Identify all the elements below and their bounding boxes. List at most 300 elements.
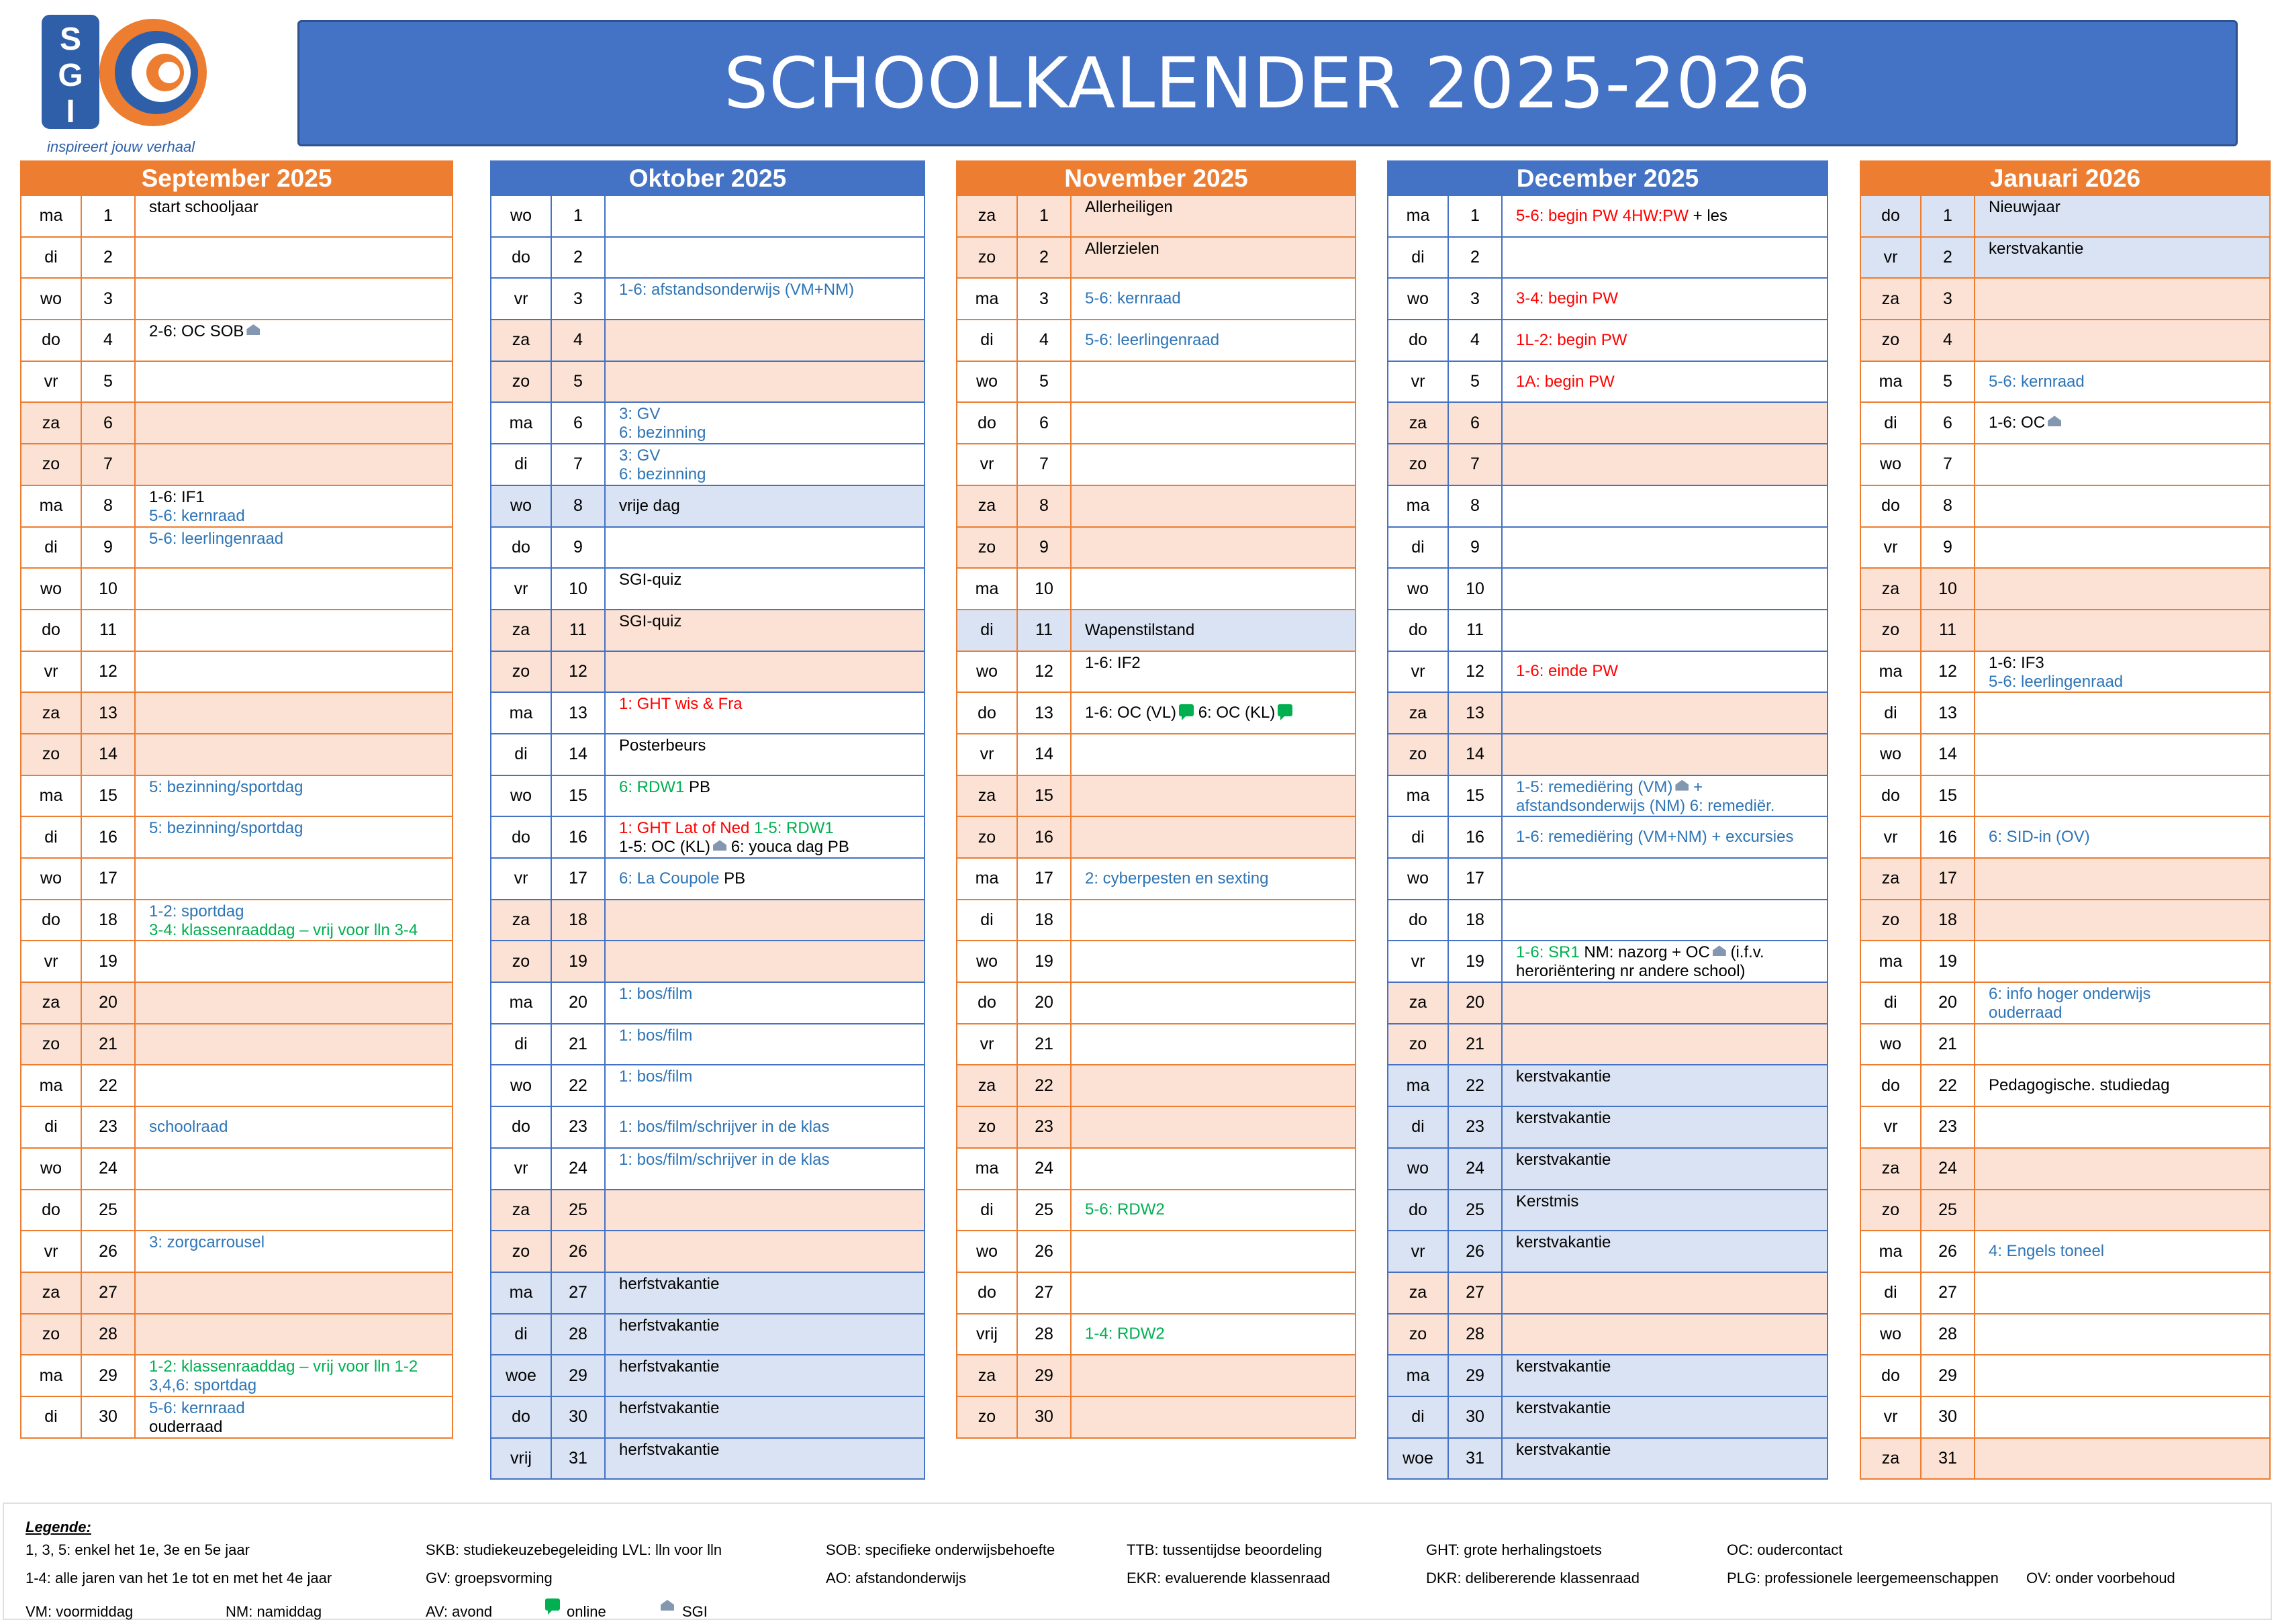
weekday-cell: ma [1861, 362, 1922, 402]
event-cell [1072, 776, 1355, 816]
day-row [491, 691, 924, 733]
event-line [619, 1026, 924, 1045]
day-number-cell: 19 [552, 941, 606, 982]
day-row [21, 775, 452, 816]
day-number-cell: 19 [1018, 941, 1072, 982]
day-number-cell: 21 [552, 1024, 606, 1065]
weekday-cell: di [1388, 1107, 1449, 1147]
event-cell [136, 1231, 452, 1272]
event-cell [1975, 486, 2269, 526]
event-line [1085, 704, 1355, 722]
day-number-cell: 29 [552, 1355, 606, 1396]
event-line [1085, 621, 1355, 640]
weekday-cell: vr [21, 362, 82, 402]
day-row [957, 609, 1355, 651]
weekday-cell: vr [1861, 1397, 1922, 1437]
weekday-cell: do [491, 1397, 552, 1437]
day-number-cell: 20 [552, 983, 606, 1023]
event-text: Allerheiligen [1085, 198, 1173, 216]
event-cell [1975, 362, 2269, 402]
event-cell [1975, 610, 2269, 651]
event-cell [136, 652, 452, 692]
weekday-cell: ma [21, 776, 82, 816]
event-line [1516, 207, 1827, 226]
weekday-cell: vr [1861, 817, 1922, 857]
day-number-cell: 27 [1449, 1273, 1503, 1313]
day-row [1861, 1189, 2269, 1231]
day-number-cell: 15 [1018, 776, 1072, 816]
event-cell [1072, 1190, 1355, 1231]
day-row [1861, 1272, 2269, 1313]
weekday-cell: ma [21, 1355, 82, 1396]
event-line [149, 1118, 452, 1137]
event-line [619, 446, 924, 465]
day-number-cell: 3 [1018, 279, 1072, 319]
day-number-cell: 3 [1449, 279, 1503, 319]
legend-item: GV: groepsvorming [426, 1570, 553, 1586]
day-number-cell: 15 [552, 776, 606, 816]
event-line [149, 1399, 452, 1418]
event-cell [1503, 776, 1827, 816]
event-cell [1975, 403, 2269, 443]
event-text: herfstvakantie [619, 1274, 720, 1293]
day-number-cell: 21 [82, 1024, 136, 1065]
event-cell [1503, 528, 1827, 568]
weekday-cell: do [957, 693, 1018, 733]
day-number-cell: 14 [82, 734, 136, 775]
event-line [619, 819, 924, 838]
day-number-cell: 6 [1449, 403, 1503, 443]
day-row [1861, 361, 2269, 402]
day-row [491, 236, 924, 278]
month-table-oktober [490, 160, 925, 1480]
day-row [957, 485, 1355, 526]
event-line [1989, 373, 2269, 391]
event-text: 5-6: kernraad [1989, 372, 2085, 391]
event-line [149, 921, 452, 940]
event-text: 1: bos/film [619, 1026, 693, 1045]
event-text: SGI-quiz [619, 571, 682, 589]
day-row [1388, 236, 1827, 278]
event-cell [1072, 983, 1355, 1023]
day-number-cell: 23 [1449, 1107, 1503, 1147]
event-cell [1975, 1355, 2269, 1396]
day-row [21, 1230, 452, 1272]
weekday-cell: vr [957, 734, 1018, 775]
day-number-cell: 3 [552, 279, 606, 319]
weekday-cell: do [1861, 776, 1922, 816]
event-cell [136, 776, 452, 816]
day-row [21, 1064, 452, 1106]
day-row [1388, 401, 1827, 443]
event-cell [606, 900, 924, 941]
event-cell [1072, 238, 1355, 278]
event-text: Kerstmis [1516, 1192, 1579, 1210]
weekday-cell: di [1861, 403, 1922, 443]
event-cell [1072, 652, 1355, 692]
day-number-cell: 6 [82, 403, 136, 443]
day-row [21, 940, 452, 982]
event-cell [136, 610, 452, 651]
event-line [1516, 1441, 1827, 1460]
day-row [1861, 319, 2269, 361]
day-row [1861, 277, 2269, 319]
day-row [1388, 195, 1827, 236]
home-icon [1713, 945, 1726, 956]
event-cell [1503, 1439, 1827, 1479]
event-text: 1-6: IF1 [149, 487, 205, 506]
day-number-cell: 29 [1922, 1355, 1975, 1396]
weekday-cell: za [957, 196, 1018, 236]
day-row [491, 319, 924, 361]
weekday-cell: zo [1388, 1024, 1449, 1065]
event-text: 3: GV [619, 405, 661, 424]
weekday-cell: do [21, 900, 82, 941]
weekday-cell: za [21, 403, 82, 443]
event-cell [1503, 238, 1827, 278]
event-cell [1975, 776, 2269, 816]
event-text: vrije dag [619, 496, 680, 515]
weekday-cell: woe [491, 1355, 552, 1396]
home-icon [658, 1598, 674, 1616]
event-cell [136, 734, 452, 775]
day-number-cell: 7 [82, 444, 136, 485]
event-cell [1503, 320, 1827, 361]
day-number-cell: 8 [82, 486, 136, 526]
weekday-cell: do [1861, 196, 1922, 236]
event-cell [1503, 817, 1827, 857]
event-text: 1-6: SR1 [1516, 943, 1580, 962]
day-row [491, 526, 924, 568]
weekday-cell: wo [491, 196, 552, 236]
event-cell [1975, 1273, 2269, 1313]
event-line [1085, 240, 1355, 258]
weekday-cell: vr [21, 652, 82, 692]
event-cell [1975, 1065, 2269, 1106]
day-row [1388, 277, 1827, 319]
event-cell [1975, 279, 2269, 319]
event-cell [136, 486, 452, 526]
legend-item: online [567, 1603, 606, 1620]
event-text: 6: La Coupole [619, 869, 720, 888]
weekday-cell: zo [491, 1231, 552, 1272]
weekday-cell: zo [491, 941, 552, 982]
day-number-cell: 10 [82, 569, 136, 609]
legend-item: GHT: grote herhalingstoets [1426, 1541, 1602, 1558]
event-cell [136, 279, 452, 319]
event-text: ouderraad [149, 1417, 223, 1436]
weekday-cell: zo [1388, 444, 1449, 485]
event-line [619, 497, 924, 516]
day-number-cell: 22 [1449, 1065, 1503, 1106]
day-number-cell: 11 [82, 610, 136, 651]
event-text: 1: bos/film/schrijver in de klas [619, 1150, 830, 1169]
weekday-cell: zo [21, 1024, 82, 1065]
day-number-cell: 2 [1018, 238, 1072, 278]
weekday-cell: wo [491, 1065, 552, 1106]
day-number-cell: 5 [82, 362, 136, 402]
event-cell [1503, 196, 1827, 236]
weekday-cell: za [1861, 569, 1922, 609]
weekday-cell: za [491, 1190, 552, 1231]
day-number-cell: 31 [1449, 1439, 1503, 1479]
day-row [1861, 651, 2269, 692]
day-number-cell: 10 [1018, 569, 1072, 609]
event-cell [136, 238, 452, 278]
event-cell [1503, 1355, 1827, 1396]
event-line [1085, 1325, 1355, 1343]
day-row [21, 277, 452, 319]
weekday-cell: vr [1861, 238, 1922, 278]
day-number-cell: 13 [82, 693, 136, 733]
event-cell [136, 362, 452, 402]
day-number-cell: 17 [1018, 859, 1072, 899]
day-row [957, 195, 1355, 236]
weekday-cell: wo [21, 279, 82, 319]
event-line [149, 488, 452, 507]
event-line [619, 1067, 924, 1086]
day-row [1861, 1313, 2269, 1355]
weekday-cell: di [1861, 1273, 1922, 1313]
event-line [619, 405, 924, 424]
day-number-cell: 26 [552, 1231, 606, 1272]
day-row [491, 982, 924, 1023]
event-text: Posterbeurs [619, 736, 706, 755]
day-number-cell: 30 [82, 1397, 136, 1437]
day-number-cell: 16 [552, 817, 606, 857]
legend-item: 1-4: alle jaren van het 1e tot en met het 4e jaar [26, 1570, 332, 1586]
weekday-cell: ma [1861, 652, 1922, 692]
weekday-cell: do [491, 238, 552, 278]
day-number-cell: 24 [552, 1149, 606, 1189]
day-number-cell: 21 [1449, 1024, 1503, 1065]
weekday-cell: zo [21, 444, 82, 485]
weekday-cell: za [491, 320, 552, 361]
weekday-cell: zo [491, 652, 552, 692]
event-line [619, 1118, 924, 1137]
day-row [491, 485, 924, 526]
weekday-cell: do [1388, 320, 1449, 361]
event-cell [1975, 734, 2269, 775]
day-number-cell: 4 [1449, 320, 1503, 361]
event-text: (i.f.v. [1725, 943, 1764, 962]
event-cell [606, 1149, 924, 1189]
weekday-cell: wo [1861, 444, 1922, 485]
weekday-cell: zo [957, 817, 1018, 857]
event-line [149, 530, 452, 548]
day-number-cell: 22 [1922, 1065, 1975, 1106]
event-cell [136, 1355, 452, 1396]
day-number-cell: 27 [1018, 1273, 1072, 1313]
day-number-cell: 30 [552, 1397, 606, 1437]
day-number-cell: 2 [1449, 238, 1503, 278]
event-cell [1503, 362, 1827, 402]
day-row [21, 1106, 452, 1147]
event-cell [136, 1190, 452, 1231]
day-row [1861, 1396, 2269, 1437]
event-text: schoolraad [149, 1117, 228, 1136]
weekday-cell: di [1388, 817, 1449, 857]
day-row [1861, 236, 2269, 278]
event-line [1989, 1242, 2269, 1261]
day-row [1861, 691, 2269, 733]
event-text: kerstvakantie [1989, 239, 2084, 258]
day-number-cell: 13 [1922, 693, 1975, 733]
day-number-cell: 18 [1018, 900, 1072, 941]
day-number-cell: 25 [1018, 1190, 1072, 1231]
event-line [1516, 1399, 1827, 1418]
event-text: 1-2: sportdag [149, 902, 244, 920]
day-number-cell: 14 [1449, 734, 1503, 775]
event-cell [606, 1273, 924, 1313]
event-text: 6: bezinning [619, 465, 706, 484]
day-row [957, 567, 1355, 609]
weekday-cell: zo [957, 238, 1018, 278]
event-text: 3,4,6: sportdag [149, 1376, 257, 1395]
event-cell [1975, 1190, 2269, 1231]
event-cell [1503, 859, 1827, 899]
day-number-cell: 17 [552, 859, 606, 899]
event-cell [1503, 569, 1827, 609]
home-icon [2048, 416, 2061, 426]
weekday-cell: do [957, 1273, 1018, 1313]
day-number-cell: 14 [1922, 734, 1975, 775]
weekday-cell: do [957, 983, 1018, 1023]
weekday-cell: di [21, 238, 82, 278]
event-cell [136, 693, 452, 733]
event-line [1085, 869, 1355, 888]
day-row [1388, 775, 1827, 816]
day-number-cell: 4 [552, 320, 606, 361]
day-row [21, 361, 452, 402]
day-row [491, 277, 924, 319]
weekday-cell: di [21, 1397, 82, 1437]
event-text: 3: GV [619, 446, 661, 465]
event-cell [1072, 403, 1355, 443]
day-number-cell: 1 [1922, 196, 1975, 236]
event-text: 6: OC (KL) [1194, 704, 1276, 722]
weekday-cell: do [1861, 1065, 1922, 1106]
weekday-cell: za [1861, 859, 1922, 899]
day-row [1388, 1023, 1827, 1065]
weekday-cell: ma [491, 403, 552, 443]
weekday-cell: do [1388, 610, 1449, 651]
day-row [1388, 940, 1827, 982]
weekday-cell: vr [491, 1149, 552, 1189]
weekday-cell: vr [1388, 1231, 1449, 1272]
event-line [1085, 331, 1355, 350]
day-number-cell: 17 [82, 859, 136, 899]
month-header: December 2025 [1388, 162, 1827, 195]
day-row [1388, 1064, 1827, 1106]
event-cell [1975, 817, 2269, 857]
event-cell [606, 817, 924, 857]
day-number-cell: 30 [1018, 1397, 1072, 1437]
weekday-cell: zo [1861, 320, 1922, 361]
weekday-cell: wo [1861, 1024, 1922, 1065]
weekday-cell: ma [21, 1065, 82, 1106]
event-cell [1072, 320, 1355, 361]
event-text: 3-4: klassenraaddag – vrij voor lln 3-4 [149, 920, 418, 939]
event-cell [1503, 941, 1827, 982]
event-line [1085, 198, 1355, 217]
event-text: 5-6: leerlingenraad [1085, 330, 1220, 349]
day-row [491, 816, 924, 857]
day-number-cell: 27 [82, 1273, 136, 1313]
month-header: November 2025 [957, 162, 1355, 195]
logo-letter-g: G [58, 58, 83, 93]
day-number-cell: 21 [1922, 1024, 1975, 1065]
weekday-cell: do [1861, 1355, 1922, 1396]
day-number-cell: 14 [552, 734, 606, 775]
event-cell [1503, 1190, 1827, 1231]
day-number-cell: 16 [1018, 817, 1072, 857]
legend-title: Legende: [26, 1519, 91, 1535]
day-number-cell: 14 [1018, 734, 1072, 775]
weekday-cell: ma [491, 983, 552, 1023]
event-cell [1503, 610, 1827, 651]
event-text: 1-6: IF2 [1085, 653, 1141, 672]
day-number-cell: 6 [552, 403, 606, 443]
weekday-cell: wo [1861, 734, 1922, 775]
day-row [957, 982, 1355, 1023]
event-text: 3: zorgcarrousel [149, 1233, 265, 1252]
event-text: 3-4: begin PW [1516, 289, 1619, 308]
event-cell [606, 1315, 924, 1355]
day-row [957, 691, 1355, 733]
event-text: NM: nazorg + OC [1579, 943, 1710, 962]
day-row [957, 857, 1355, 899]
event-cell [1503, 983, 1827, 1023]
day-row [1861, 485, 2269, 526]
event-cell [1072, 859, 1355, 899]
event-cell [1975, 941, 2269, 982]
event-cell [1503, 486, 1827, 526]
event-line [619, 465, 924, 484]
event-text: 5-6: kernraad [1085, 289, 1181, 308]
event-line [1989, 240, 2269, 258]
day-row [1388, 651, 1827, 692]
event-text: ouderraad [1989, 1004, 2062, 1022]
day-number-cell: 2 [552, 238, 606, 278]
weekday-cell: do [491, 1107, 552, 1147]
event-cell [1072, 196, 1355, 236]
weekday-cell: wo [1861, 1315, 1922, 1355]
day-number-cell: 4 [1018, 320, 1072, 361]
weekday-cell: zo [957, 1107, 1018, 1147]
day-number-cell: 1 [1018, 196, 1072, 236]
event-line [619, 778, 924, 797]
event-text: herfstvakantie [619, 1440, 720, 1459]
day-row [1388, 1313, 1827, 1355]
day-number-cell: 22 [82, 1065, 136, 1106]
event-text: 5-6: kernraad [149, 1398, 245, 1417]
weekday-cell: di [1388, 1397, 1449, 1437]
weekday-cell: za [1861, 279, 1922, 319]
event-line [1989, 1076, 2269, 1095]
event-line [619, 736, 924, 755]
event-cell [1072, 900, 1355, 941]
weekday-cell: ma [21, 196, 82, 236]
day-row [1388, 691, 1827, 733]
day-number-cell: 20 [82, 983, 136, 1023]
day-number-cell: 30 [1922, 1397, 1975, 1437]
event-line [619, 1357, 924, 1376]
weekday-cell: za [1388, 403, 1449, 443]
event-cell [1503, 1231, 1827, 1272]
event-text: SGI-quiz [619, 612, 682, 630]
event-text: kerstvakantie [1516, 1398, 1611, 1417]
